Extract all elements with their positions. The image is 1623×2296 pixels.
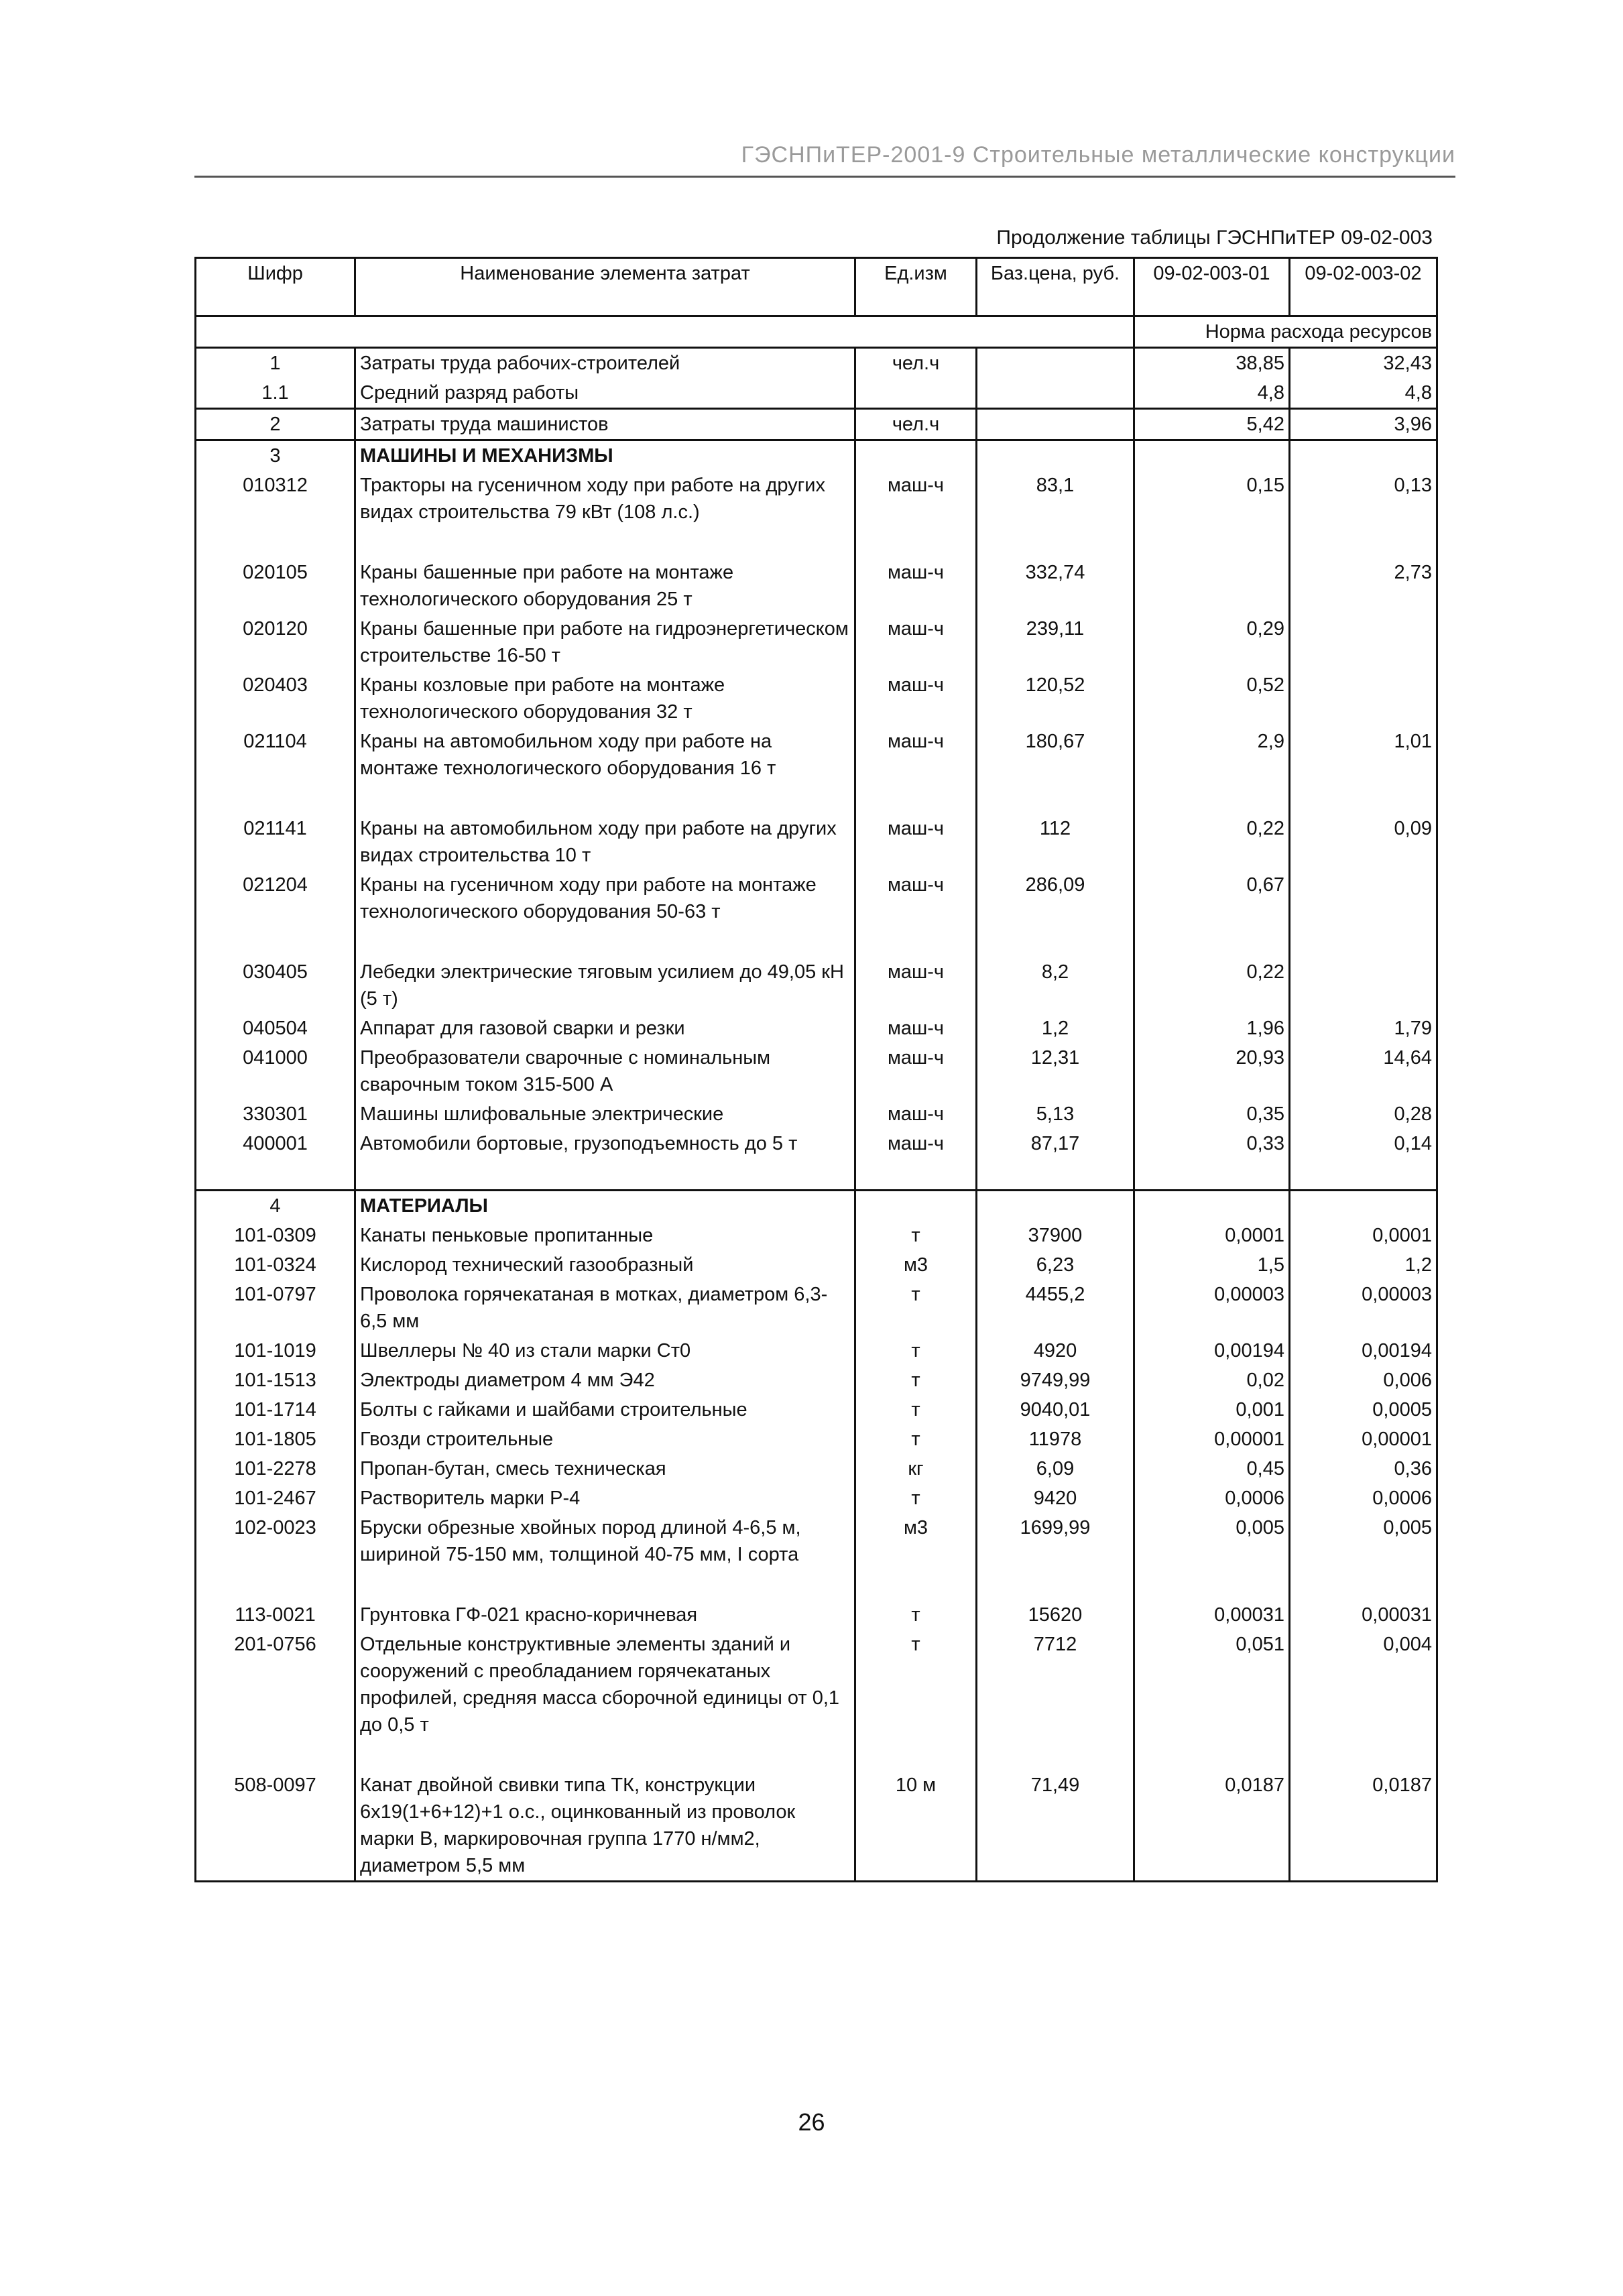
norm-02-cell: 0,13 xyxy=(1290,471,1437,527)
name-cell: Кислород технический газообразный xyxy=(355,1250,855,1280)
running-header-title: ГЭСНПиТЕР-2001-9 Строительные металлические конструкции xyxy=(741,142,1455,168)
column-header: 09-02-003-02 xyxy=(1290,258,1437,316)
table-row xyxy=(196,1336,1437,1366)
price-cell: 286,09 xyxy=(977,870,1134,926)
price-cell: 37900 xyxy=(977,1221,1134,1250)
name-cell: Краны на гусеничном ходу при работе на монтаже технологического оборудования 50-63 т xyxy=(355,870,855,926)
name-cell: Затраты труда рабочих-строителей xyxy=(355,348,855,379)
price-cell: 4920 xyxy=(977,1336,1134,1366)
name-cell: Швеллеры № 40 из стали марки Ст0 xyxy=(355,1336,855,1366)
unit-cell: т xyxy=(855,1280,977,1336)
code-cell: 101-2278 xyxy=(196,1454,355,1484)
page-number: 26 xyxy=(798,2108,825,2136)
name-cell: Пропан-бутан, смесь техническая xyxy=(355,1454,855,1484)
name-cell: Проволока горячекатаная в мотках, диаметром 6,3-6,5 мм xyxy=(355,1280,855,1336)
price-cell: 1,2 xyxy=(977,1014,1134,1043)
table-row xyxy=(196,727,1437,783)
price-cell: 1699,99 xyxy=(977,1513,1134,1569)
code-cell: 201-0756 xyxy=(196,1630,355,1740)
unit-cell: маш-ч xyxy=(855,1014,977,1043)
norm-01-cell: 1,5 xyxy=(1134,1250,1290,1280)
norm-01-cell: 0,02 xyxy=(1134,1366,1290,1395)
unit-cell: маш-ч xyxy=(855,670,977,727)
norm-01-cell: 0,52 xyxy=(1134,670,1290,727)
norm-02-cell xyxy=(1290,614,1437,670)
section-row xyxy=(196,1191,1437,1221)
code-cell: 3 xyxy=(196,440,355,471)
name-cell: Канаты пеньковые пропитанные xyxy=(355,1221,855,1250)
code-cell: 4 xyxy=(196,1191,355,1221)
norm-label-row xyxy=(196,316,1437,348)
norm-01-cell xyxy=(1134,1191,1290,1221)
norm-01-cell: 0,35 xyxy=(1134,1099,1290,1129)
table-row xyxy=(196,1513,1437,1569)
code-cell: 021104 xyxy=(196,727,355,783)
price-cell xyxy=(977,378,1134,409)
unit-cell: 10 м xyxy=(855,1770,977,1882)
header-rule xyxy=(194,176,1455,178)
norm-01-cell: 0,0187 xyxy=(1134,1770,1290,1882)
price-cell: 120,52 xyxy=(977,670,1134,727)
section-row xyxy=(196,440,1437,471)
table-row xyxy=(196,1129,1437,1158)
name-cell: МАШИНЫ И МЕХАНИЗМЫ xyxy=(355,440,855,471)
norm-02-cell xyxy=(1290,957,1437,1014)
name-cell: Лебедки электрические тяговым усилием до 49,05 кН (5 т) xyxy=(355,957,855,1014)
norm-01-cell: 0,29 xyxy=(1134,614,1290,670)
price-cell: 71,49 xyxy=(977,1770,1134,1882)
unit-cell xyxy=(855,440,977,471)
code-cell: 020403 xyxy=(196,670,355,727)
norm-01-cell: 0,00194 xyxy=(1134,1336,1290,1366)
table-row xyxy=(196,957,1437,1014)
price-cell: 112 xyxy=(977,814,1134,870)
code-cell: 508-0097 xyxy=(196,1770,355,1882)
code-cell: 1.1 xyxy=(196,378,355,409)
norm-01-cell xyxy=(1134,440,1290,471)
code-cell: 101-1019 xyxy=(196,1336,355,1366)
table-row xyxy=(196,1630,1437,1740)
unit-cell xyxy=(855,1191,977,1221)
table-row xyxy=(196,1454,1437,1484)
table-row xyxy=(196,1043,1437,1099)
name-cell: Аппарат для газовой сварки и резки xyxy=(355,1014,855,1043)
norm-02-cell: 0,28 xyxy=(1290,1099,1437,1129)
name-cell: Краны башенные при работе на гидроэнергетическом строительстве 16-50 т xyxy=(355,614,855,670)
norm-01-cell: 0,00001 xyxy=(1134,1425,1290,1454)
norm-02-cell: 0,0006 xyxy=(1290,1484,1437,1513)
price-cell xyxy=(977,348,1134,379)
norm-02-cell: 0,006 xyxy=(1290,1366,1437,1395)
spacer-row xyxy=(196,926,1437,957)
unit-cell: маш-ч xyxy=(855,870,977,926)
norm-01-cell: 0,0001 xyxy=(1134,1221,1290,1250)
norm-02-cell: 0,005 xyxy=(1290,1513,1437,1569)
unit-cell: т xyxy=(855,1425,977,1454)
price-cell: 9420 xyxy=(977,1484,1134,1513)
unit-cell xyxy=(855,378,977,409)
unit-cell: маш-ч xyxy=(855,957,977,1014)
name-cell: Средний разряд работы xyxy=(355,378,855,409)
table-row xyxy=(196,1014,1437,1043)
price-cell: 9040,01 xyxy=(977,1395,1134,1425)
code-cell: 2 xyxy=(196,409,355,440)
code-cell: 330301 xyxy=(196,1099,355,1129)
price-cell: 6,09 xyxy=(977,1454,1134,1484)
table-row xyxy=(196,1395,1437,1425)
table-row xyxy=(196,348,1437,379)
price-cell: 87,17 xyxy=(977,1129,1134,1158)
code-cell: 101-1805 xyxy=(196,1425,355,1454)
norm-01-cell: 0,33 xyxy=(1134,1129,1290,1158)
norm-02-cell: 0,00194 xyxy=(1290,1336,1437,1366)
code-cell: 101-0797 xyxy=(196,1280,355,1336)
table-row xyxy=(196,1600,1437,1630)
norm-02-cell: 0,09 xyxy=(1290,814,1437,870)
code-cell: 101-1714 xyxy=(196,1395,355,1425)
spacer-row xyxy=(196,1569,1437,1600)
table-row xyxy=(196,1425,1437,1454)
name-cell: Растворитель марки Р-4 xyxy=(355,1484,855,1513)
name-cell: Краны башенные при работе на монтаже технологического оборудования 25 т xyxy=(355,558,855,614)
norm-02-cell: 4,8 xyxy=(1290,378,1437,409)
name-cell: Бруски обрезные хвойных пород длиной 4-6,5 м, шириной 75-150 мм, толщиной 40-75 мм, I сорта xyxy=(355,1513,855,1569)
code-cell: 020120 xyxy=(196,614,355,670)
norm-02-cell: 14,64 xyxy=(1290,1043,1437,1099)
code-cell: 101-0309 xyxy=(196,1221,355,1250)
unit-cell: чел.ч xyxy=(855,409,977,440)
unit-cell: чел.ч xyxy=(855,348,977,379)
column-header: 09-02-003-01 xyxy=(1134,258,1290,316)
price-cell: 5,13 xyxy=(977,1099,1134,1129)
column-header: Наименование элемента затрат xyxy=(355,258,855,316)
spacer-row xyxy=(196,527,1437,558)
norm-01-cell xyxy=(1134,558,1290,614)
table-row xyxy=(196,870,1437,926)
price-cell xyxy=(977,409,1134,440)
price-cell: 180,67 xyxy=(977,727,1134,783)
unit-cell: маш-ч xyxy=(855,1043,977,1099)
table-row xyxy=(196,1280,1437,1336)
name-cell: Краны на автомобильном ходу при работе на монтаже технологического оборудования 16 т xyxy=(355,727,855,783)
norm-02-cell: 1,2 xyxy=(1290,1250,1437,1280)
price-cell: 7712 xyxy=(977,1630,1134,1740)
norm-02-cell: 1,79 xyxy=(1290,1014,1437,1043)
spacer-row xyxy=(196,1158,1437,1191)
price-cell: 4455,2 xyxy=(977,1280,1134,1336)
price-cell: 8,2 xyxy=(977,957,1134,1014)
price-cell: 332,74 xyxy=(977,558,1134,614)
name-cell: Электроды диаметром 4 мм Э42 xyxy=(355,1366,855,1395)
code-cell: 030405 xyxy=(196,957,355,1014)
norm-01-cell: 0,22 xyxy=(1134,957,1290,1014)
unit-cell: т xyxy=(855,1600,977,1630)
price-cell: 15620 xyxy=(977,1600,1134,1630)
code-cell: 041000 xyxy=(196,1043,355,1099)
name-cell: Отдельные конструктивные элементы зданий и сооружений с преобладанием горячекатаных профилей, средняя масса сборочной единицы от 0,1 до 0,5 т xyxy=(355,1630,855,1740)
name-cell: Краны козловые при работе на монтаже технологического оборудования 32 т xyxy=(355,670,855,727)
spacer-row xyxy=(196,783,1437,814)
code-cell: 113-0021 xyxy=(196,1600,355,1630)
table-row xyxy=(196,614,1437,670)
norm-01-cell: 0,15 xyxy=(1134,471,1290,527)
norm-label: Норма расхода ресурсов xyxy=(1134,316,1437,348)
norm-02-cell: 0,0001 xyxy=(1290,1221,1437,1250)
norm-02-cell xyxy=(1290,870,1437,926)
column-header: Баз.цена, руб. xyxy=(977,258,1134,316)
norm-02-cell: 0,0005 xyxy=(1290,1395,1437,1425)
table-row xyxy=(196,1250,1437,1280)
table-row xyxy=(196,1484,1437,1513)
unit-cell: маш-ч xyxy=(855,727,977,783)
price-cell xyxy=(977,1191,1134,1221)
code-cell: 101-1513 xyxy=(196,1366,355,1395)
unit-cell: маш-ч xyxy=(855,471,977,527)
unit-cell: м3 xyxy=(855,1250,977,1280)
unit-cell: т xyxy=(855,1336,977,1366)
norm-01-cell: 0,00003 xyxy=(1134,1280,1290,1336)
unit-cell: т xyxy=(855,1484,977,1513)
norm-01-cell: 0,005 xyxy=(1134,1513,1290,1569)
norm-01-cell: 0,45 xyxy=(1134,1454,1290,1484)
table-row xyxy=(196,1099,1437,1129)
unit-cell: маш-ч xyxy=(855,558,977,614)
name-cell: Машины шлифовальные электрические xyxy=(355,1099,855,1129)
unit-cell: т xyxy=(855,1630,977,1740)
norm-02-cell xyxy=(1290,1191,1437,1221)
norm-01-cell: 0,22 xyxy=(1134,814,1290,870)
norm-01-cell: 2,9 xyxy=(1134,727,1290,783)
unit-cell: т xyxy=(855,1221,977,1250)
price-cell: 11978 xyxy=(977,1425,1134,1454)
code-cell: 021141 xyxy=(196,814,355,870)
norm-01-cell: 0,67 xyxy=(1134,870,1290,926)
code-cell: 040504 xyxy=(196,1014,355,1043)
norm-02-cell: 1,01 xyxy=(1290,727,1437,783)
code-cell: 010312 xyxy=(196,471,355,527)
unit-cell: маш-ч xyxy=(855,1099,977,1129)
norm-02-cell: 3,96 xyxy=(1290,409,1437,440)
table-row xyxy=(196,670,1437,727)
resource-table xyxy=(194,257,1438,1882)
code-cell: 400001 xyxy=(196,1129,355,1158)
name-cell: Канат двойной свивки типа ТК, конструкции 6х19(1+6+12)+1 о.с., оцинкованный из проволок марки В, маркировочная группа 1770 н/мм2, диаметром 5,5 мм xyxy=(355,1770,855,1882)
price-cell xyxy=(977,440,1134,471)
price-cell: 12,31 xyxy=(977,1043,1134,1099)
table-header-row xyxy=(196,258,1437,316)
code-cell: 021204 xyxy=(196,870,355,926)
name-cell: Грунтовка ГФ-021 красно-коричневая xyxy=(355,1600,855,1630)
norm-02-cell: 32,43 xyxy=(1290,348,1437,379)
code-cell: 101-0324 xyxy=(196,1250,355,1280)
norm-02-cell xyxy=(1290,440,1437,471)
unit-cell: маш-ч xyxy=(855,1129,977,1158)
column-header: Шифр xyxy=(196,258,355,316)
norm-02-cell: 0,0187 xyxy=(1290,1770,1437,1882)
code-cell: 102-0023 xyxy=(196,1513,355,1569)
unit-cell: маш-ч xyxy=(855,814,977,870)
name-cell: Болты с гайками и шайбами строительные xyxy=(355,1395,855,1425)
name-cell: Краны на автомобильном ходу при работе на других видах строительства 10 т xyxy=(355,814,855,870)
table-row xyxy=(196,1366,1437,1395)
code-cell: 1 xyxy=(196,348,355,379)
name-cell: Автомобили бортовые, грузоподъемность до 5 т xyxy=(355,1129,855,1158)
table-row xyxy=(196,409,1437,440)
norm-01-cell: 0,00031 xyxy=(1134,1600,1290,1630)
unit-cell: маш-ч xyxy=(855,614,977,670)
table-row xyxy=(196,1770,1437,1882)
norm-01-cell: 0,051 xyxy=(1134,1630,1290,1740)
norm-02-cell: 0,00003 xyxy=(1290,1280,1437,1336)
table-row xyxy=(196,471,1437,527)
norm-02-cell: 0,00031 xyxy=(1290,1600,1437,1630)
name-cell: Тракторы на гусеничном ходу при работе на других видах строительства 79 кВт (108 л.с.) xyxy=(355,471,855,527)
norm-01-cell: 0,001 xyxy=(1134,1395,1290,1425)
unit-cell: кг xyxy=(855,1454,977,1484)
code-cell: 101-2467 xyxy=(196,1484,355,1513)
norm-01-cell: 20,93 xyxy=(1134,1043,1290,1099)
table-row xyxy=(196,558,1437,614)
price-cell: 83,1 xyxy=(977,471,1134,527)
spacer-row xyxy=(196,1740,1437,1770)
norm-02-cell: 0,36 xyxy=(1290,1454,1437,1484)
price-cell: 239,11 xyxy=(977,614,1134,670)
name-cell: МАТЕРИАЛЫ xyxy=(355,1191,855,1221)
table-caption: Продолжение таблицы ГЭСНПиТЕР 09-02-003 xyxy=(996,227,1433,249)
norm-01-cell: 4,8 xyxy=(1134,378,1290,409)
name-cell: Гвозди строительные xyxy=(355,1425,855,1454)
unit-cell: т xyxy=(855,1366,977,1395)
norm-01-cell: 1,96 xyxy=(1134,1014,1290,1043)
price-cell: 6,23 xyxy=(977,1250,1134,1280)
unit-cell: т xyxy=(855,1395,977,1425)
table-row xyxy=(196,378,1437,409)
norm-01-cell: 38,85 xyxy=(1134,348,1290,379)
table-row xyxy=(196,814,1437,870)
unit-cell: м3 xyxy=(855,1513,977,1569)
norm-01-cell: 0,0006 xyxy=(1134,1484,1290,1513)
price-cell: 9749,99 xyxy=(977,1366,1134,1395)
norm-02-cell: 0,14 xyxy=(1290,1129,1437,1158)
norm-02-cell: 0,00001 xyxy=(1290,1425,1437,1454)
column-header: Ед.изм xyxy=(855,258,977,316)
norm-02-cell xyxy=(1290,670,1437,727)
norm-02-cell: 2,73 xyxy=(1290,558,1437,614)
table-row xyxy=(196,1221,1437,1250)
norm-01-cell: 5,42 xyxy=(1134,409,1290,440)
name-cell: Преобразователи сварочные с номинальным сварочным током 315-500 А xyxy=(355,1043,855,1099)
resource-table-body xyxy=(196,258,1437,1882)
norm-02-cell: 0,004 xyxy=(1290,1630,1437,1740)
name-cell: Затраты труда машинистов xyxy=(355,409,855,440)
code-cell: 020105 xyxy=(196,558,355,614)
